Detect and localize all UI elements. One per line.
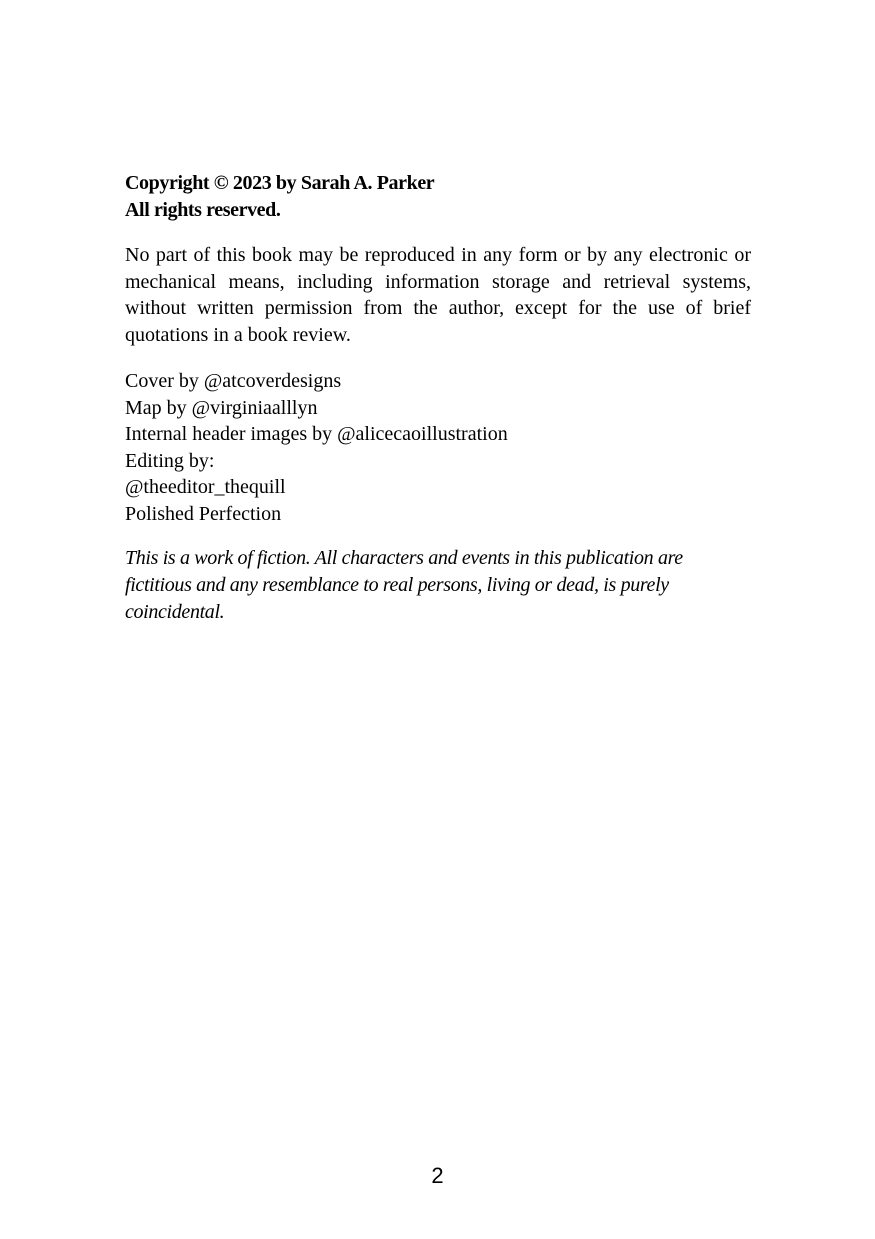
credit-map: Map by @virginiaalllyn: [125, 396, 318, 419]
copyright-page: [125, 170, 751, 626]
credit-editor: @theeditor_thequill: [125, 476, 286, 498]
fiction-disclaimer: This is a work of fiction. All characters and events in this publication are fictitious and any resemblance to real persons, living or dead, is purely coincidental.: [125, 547, 683, 623]
page-number: 2: [431, 1163, 444, 1188]
credit-polish: Polished Perfection: [125, 502, 282, 525]
credits-list: [125, 368, 751, 527]
copyright-block: [125, 170, 751, 224]
rights-paragraph: No part of this book may be reproduced in any form or by any electronic or mechanical means, including information storage and retrieval systems, without written permission from the author, except for the use of brief quotations in a book review.: [125, 244, 751, 346]
all-rights-reserved-line: All rights reserved.: [125, 199, 281, 221]
credit-cover: Cover by @atcoverdesigns: [125, 370, 342, 392]
credit-editing-label: Editing by:: [125, 449, 215, 472]
credit-header-images: Internal header images by @alicecaoillustration: [125, 423, 508, 445]
copyright-line: Copyright © 2023 by Sarah A. Parker: [125, 172, 435, 194]
